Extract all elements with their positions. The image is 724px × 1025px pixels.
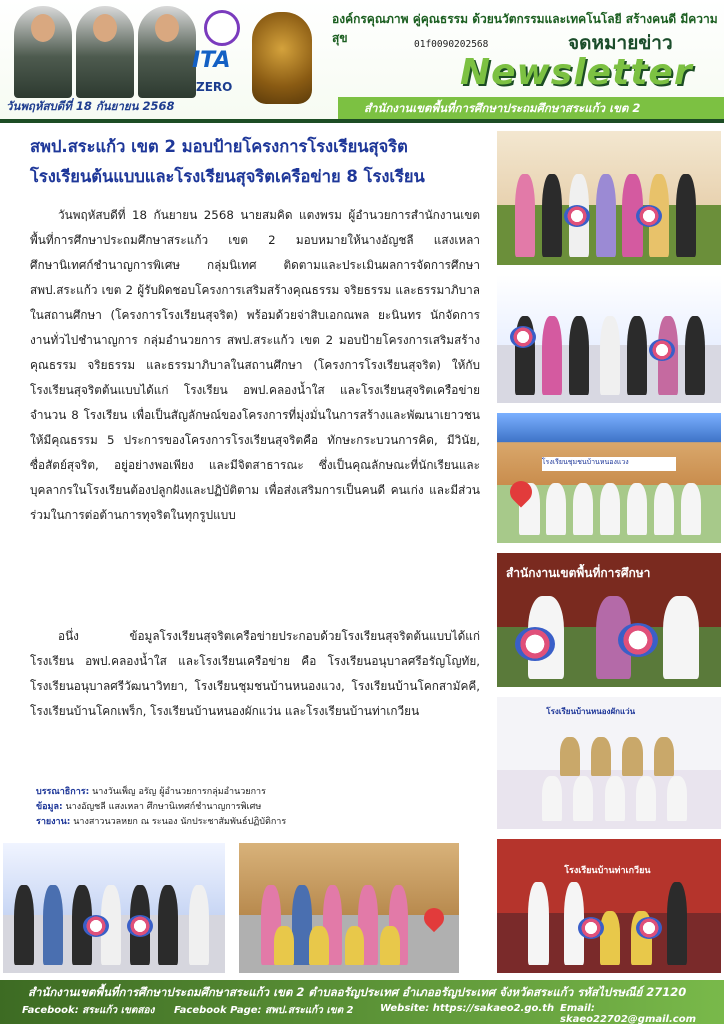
footer-email-link[interactable]: Email: skaeo22702@gmail.com [560, 1003, 696, 1025]
photo-ceremony-2 [494, 272, 724, 406]
school-banner-1: โรงเรียนชุมชนบ้านหนองแวง [542, 457, 676, 471]
header-date: วันพฤหัสบดีที่ 18 กันยายน 2568 [6, 99, 175, 113]
footer-facebook-page-link[interactable]: Facebook Page: สพป.สระแก้ว เขต 2 [174, 1005, 354, 1016]
headline-line-1: สพป.สระแก้ว เขต 2 มอบป้ายโครงการโรงเรียนสุจริต [30, 137, 408, 156]
newsletter-thai-title: จดหมายข่าว [568, 32, 673, 54]
photo-school-2 [494, 694, 724, 832]
footer-website-link[interactable]: Website: https://sakaeo2.go.th [380, 1003, 555, 1014]
office-sign: สำนักงานเขตพื้นที่การศึกษา [505, 565, 651, 580]
office-name: สำนักงานเขตพื้นที่การศึกษาประถมศึกษาสระแก้ว เขต 2 [364, 101, 641, 115]
header-divider [0, 119, 724, 123]
article-paragraph-1: วันพฤหัสบดีที่ 18 กันยายน 2568 นายสมคิด แตงพรม ผู้อำนวยการสำนักงานเขตพื้นที่การศึกษาประถมศึกษาสระแก้ว เขต 2 มอบหมายให้นางอัญชลี แสงเหลา ศึกษานิเทศก์ชำนาญการพิเศษ กลุ่มนิเทศ ติดตามและประเมินผลการจัดการศึกษา สพป.สระแก้ว เขต 2 ผู้รับผิดชอบโครงการเสริมสร้างคุณธรรม จริยธรรม และธรรมาภิบาลในสถานศึกษา (โครงการโรงเรียนสุจริต) พร้อมด้วยจ่าสิบเอกณพล ยะนินทร นักจัดการงานทั่วไปชำนาญการ กลุ่มอำนวยการ สพป.สระแก้ว เขต 2 มอบป้ายโครงการเสริมสร้างคุณธรรม จริยธรรม และธรรมาภิบาลในสถานศึกษา (โครงการโรงเรียนสุจริต) ให้กับโรงเรียนสุจริตต้นแบบได้แก่ โรงเรียน อพป.คลองน้ำใส และโรงเรียนสุจริตเครือข่าย จำนวน 8 โรงเรียน เพื่อเป็นสัญลักษณ์ของโครงการที่มุ่งมั่นในการสร้างและพัฒนาเยาวชนให้มีคุณธรรม 5 ประการของโครงการโรงเรียนสุจริตคือ ทักษะกระบวนการคิด, มีวินัย, ซื่อสัตย์สุจริต, อยู่อย่างพอเพียง และมีจิตสาธารณะ ซึ่งเป็นคุณลักษณะที่นักเรียนและบุคลากรในโรงเรียนต้องปลูกฝังและปฏิบัติตาม เพื่อส่งเสริมการเป็นคนดี คนเก่ง และมีส่วนร่วมในการต่อต้านการทุจริตในทุกรูปแบบ [30, 208, 480, 522]
newsletter-title: Newsletter [460, 52, 693, 93]
portrait-3 [138, 6, 196, 98]
headline-line-2: โรงเรียนต้นแบบและโรงเรียนสุจริตเครือข่าย 8 โรงเรียน [30, 167, 425, 186]
photo-school-3 [494, 836, 724, 976]
photo-office-1 [494, 550, 724, 690]
footer-address: สำนักงานเขตพื้นที่การศึกษาประถมศึกษาสระแก้ว เขต 2 ตำบลอรัญประเทศ อำเภออรัญประเทศ จังหวัดสระแก้ว รหัสไปรษณีย์ 27120 [28, 985, 687, 999]
credits [36, 785, 286, 830]
moral-logo-icon [204, 10, 240, 46]
footer-facebook-link[interactable]: Facebook: สระแก้ว เขตสอง [22, 1005, 155, 1016]
photo-ceremony-3 [0, 840, 228, 976]
photo-school-4 [236, 840, 462, 976]
document-code: 01f0090202568 [414, 39, 489, 50]
ita-logo: ITA [192, 48, 231, 73]
portrait-1 [14, 6, 72, 98]
photo-ceremony-1 [494, 128, 724, 268]
newsletter-header [0, 0, 724, 120]
obec-seal-icon [252, 12, 312, 104]
credit-data: ข้อมูล: นางอัญชลี แสงเหลา ศึกษานิเทศก์ชำนาญการพิเศษ [36, 802, 262, 812]
credit-reporter: รายงาน: นางสาวนวลหยก ณ ระนอง นักประชาสัมพันธ์ปฏิบัติการ [36, 817, 287, 827]
school-banner-2: โรงเรียนบ้านหนองผักแว่น [546, 706, 636, 716]
credit-editor: บรรณาธิการ: นางวันเพ็ญ อรัญ ผู้อำนวยการกลุ่มอำนวยการ [36, 787, 266, 797]
zero-tolerance-logo: ZERO [196, 80, 233, 94]
portrait-2 [76, 6, 134, 98]
article-paragraph-2: อนึ่ง ข้อมูลโรงเรียนสุจริตเครือข่ายประกอบด้วยโรงเรียนสุจริตต้นแบบได้แก่ โรงเรียน อพป.คลองน้ำใส และโรงเรียนเครือข่าย คือ โรงเรียนอนุบาลศรีอรัญโญทัย, โรงเรียนอนุบาลศรีวัฒนาวิทยา, โรงเรียนชุมชนบ้านหนองแวง, โรงเรียนบ้านโคกสามัคคี, โรงเรียนบ้านโคกเพร็ก, โรงเรียนบ้านหนองผักแว่น และโรงเรียนบ้านท่าเกวียน [30, 629, 480, 718]
org-slogan: องค์กรคุณภาพ คู่คุณธรรม ด้วยนวัตกรรมและเทคโนโลยี สร้างคนดี มีความสุข [332, 12, 718, 45]
photo-school-1 [494, 410, 724, 546]
school-banner-3: โรงเรียนบ้านท่าเกวียน [564, 866, 651, 877]
